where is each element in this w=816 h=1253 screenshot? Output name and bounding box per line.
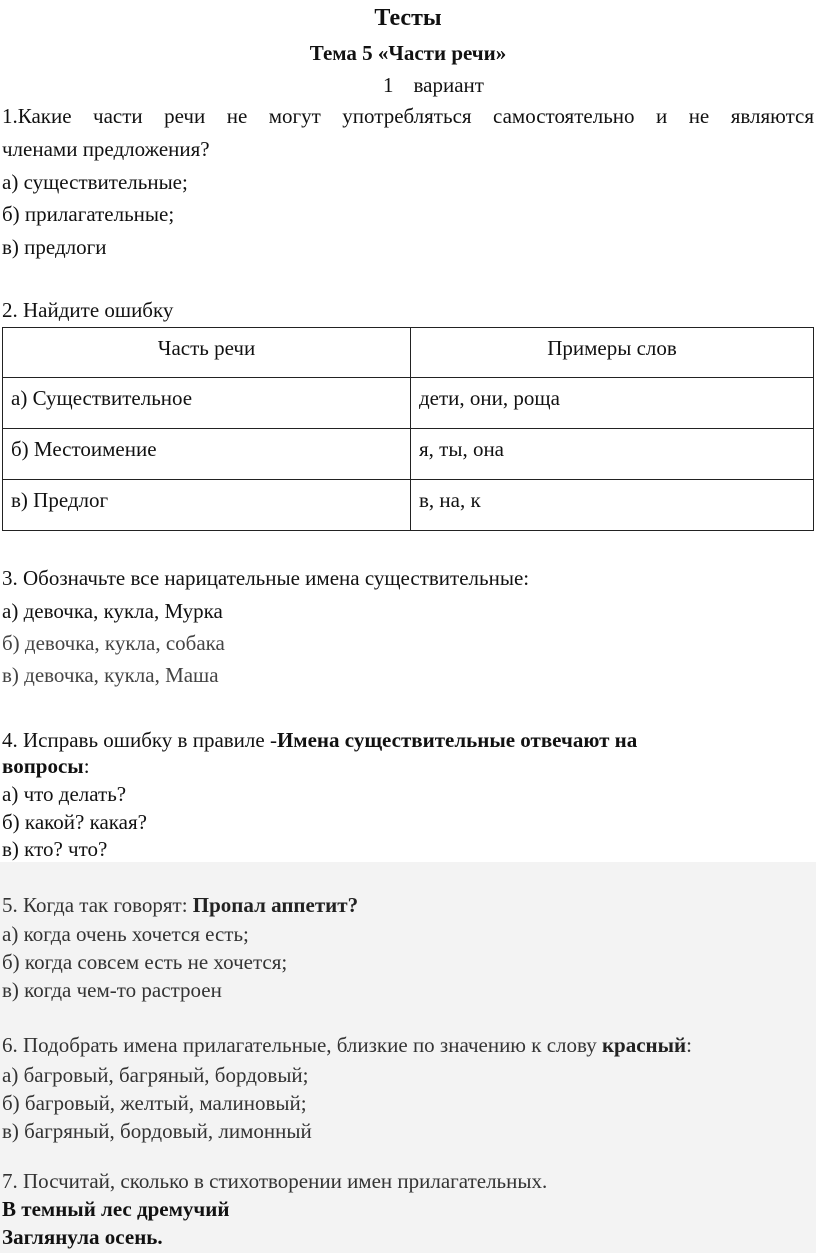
q4-prefix: 4. Исправь ошибку в правиле -: [2, 728, 277, 752]
q6-option-a: а) багровый, багряный, бордовый;: [2, 1063, 309, 1087]
variant-label: [383, 75, 484, 96]
table-row: [3, 378, 814, 429]
table-cell: б) Местоимение: [3, 429, 411, 480]
q5-phrase: Пропал аппетит?: [192, 893, 359, 917]
table-cell: я, ты, она: [411, 429, 814, 480]
q1-option-c: в) предлоги: [2, 235, 107, 259]
q1-text-line1: 1.Какие части речи не могут употребляться самостоятельно и не являются: [2, 104, 814, 128]
q6-option-c: в) багряный, бордовый, лимонный: [2, 1119, 312, 1143]
q4-option-a: а) что делать?: [2, 782, 127, 806]
q4-option-c: в) кто? что?: [2, 837, 108, 861]
q3-option-c: в) девочка, кукла, Маша: [2, 663, 219, 687]
q3-title: 3. Обозначьте все нарицательные имена существительные:: [2, 566, 530, 590]
q5-option-c: в) когда чем-то растроен: [2, 978, 222, 1002]
q4-rule-line1: Имена существительные отвечают на: [276, 728, 638, 752]
q1-option-b: б) прилагательные;: [2, 202, 175, 226]
q4-rule-line2: вопросы: [2, 754, 84, 778]
table-header-cell: Примеры слов: [411, 328, 814, 378]
q1-option-a: а) существительные;: [2, 170, 188, 194]
variant-word: вариант: [413, 73, 484, 97]
table-header-row: [3, 328, 814, 378]
table-row: [3, 480, 814, 531]
variant-number: 1: [383, 73, 394, 97]
q5-option-b: б) когда совсем есть не хочется;: [2, 950, 288, 974]
q2-title: 2. Найдите ошибку: [2, 298, 174, 322]
q7-title: 7. Посчитай, сколько в стихотворении имен прилагательных.: [2, 1169, 548, 1193]
q3-option-a: а) девочка, кукла, Мурка: [2, 599, 223, 623]
parts-of-speech-table: [2, 327, 814, 531]
q4-text-line1: [2, 730, 637, 751]
q3-option-b: б) девочка, кукла, собака: [2, 631, 225, 655]
q4-option-b: б) какой? какая?: [2, 810, 147, 834]
q7-poem-line2: Заглянула осень.: [2, 1225, 163, 1249]
q6-text: [2, 1035, 692, 1056]
table-row: [3, 429, 814, 480]
page-title: Тесты: [374, 5, 442, 31]
q4-colon: :: [83, 754, 90, 778]
q6-option-b: б) багровый, желтый, малиновый;: [2, 1091, 307, 1115]
q7-poem-line1: В темный лес дремучий: [2, 1197, 230, 1221]
table-cell: в, на, к: [411, 480, 814, 531]
q4-text-line2: [2, 756, 90, 777]
table-cell: а) Существительное: [3, 378, 411, 429]
q5-option-a: а) когда очень хочется есть;: [2, 922, 249, 946]
q5-text: [2, 895, 358, 916]
q6-prefix: 6. Подобрать имена прилагательные, близкие по значению к слову: [2, 1033, 602, 1057]
q6-colon: :: [686, 1033, 692, 1057]
table-cell: в) Предлог: [3, 480, 411, 531]
table-cell: дети, они, роща: [411, 378, 814, 429]
q6-word: красный: [601, 1033, 687, 1057]
q5-prefix: 5. Когда так говорят:: [2, 893, 193, 917]
q1-text-line2: членами предложения?: [2, 137, 210, 161]
table-header-cell: Часть речи: [3, 328, 411, 378]
lower-section: [0, 862, 816, 1253]
topic-title: Тема 5 «Части речи»: [309, 41, 507, 65]
